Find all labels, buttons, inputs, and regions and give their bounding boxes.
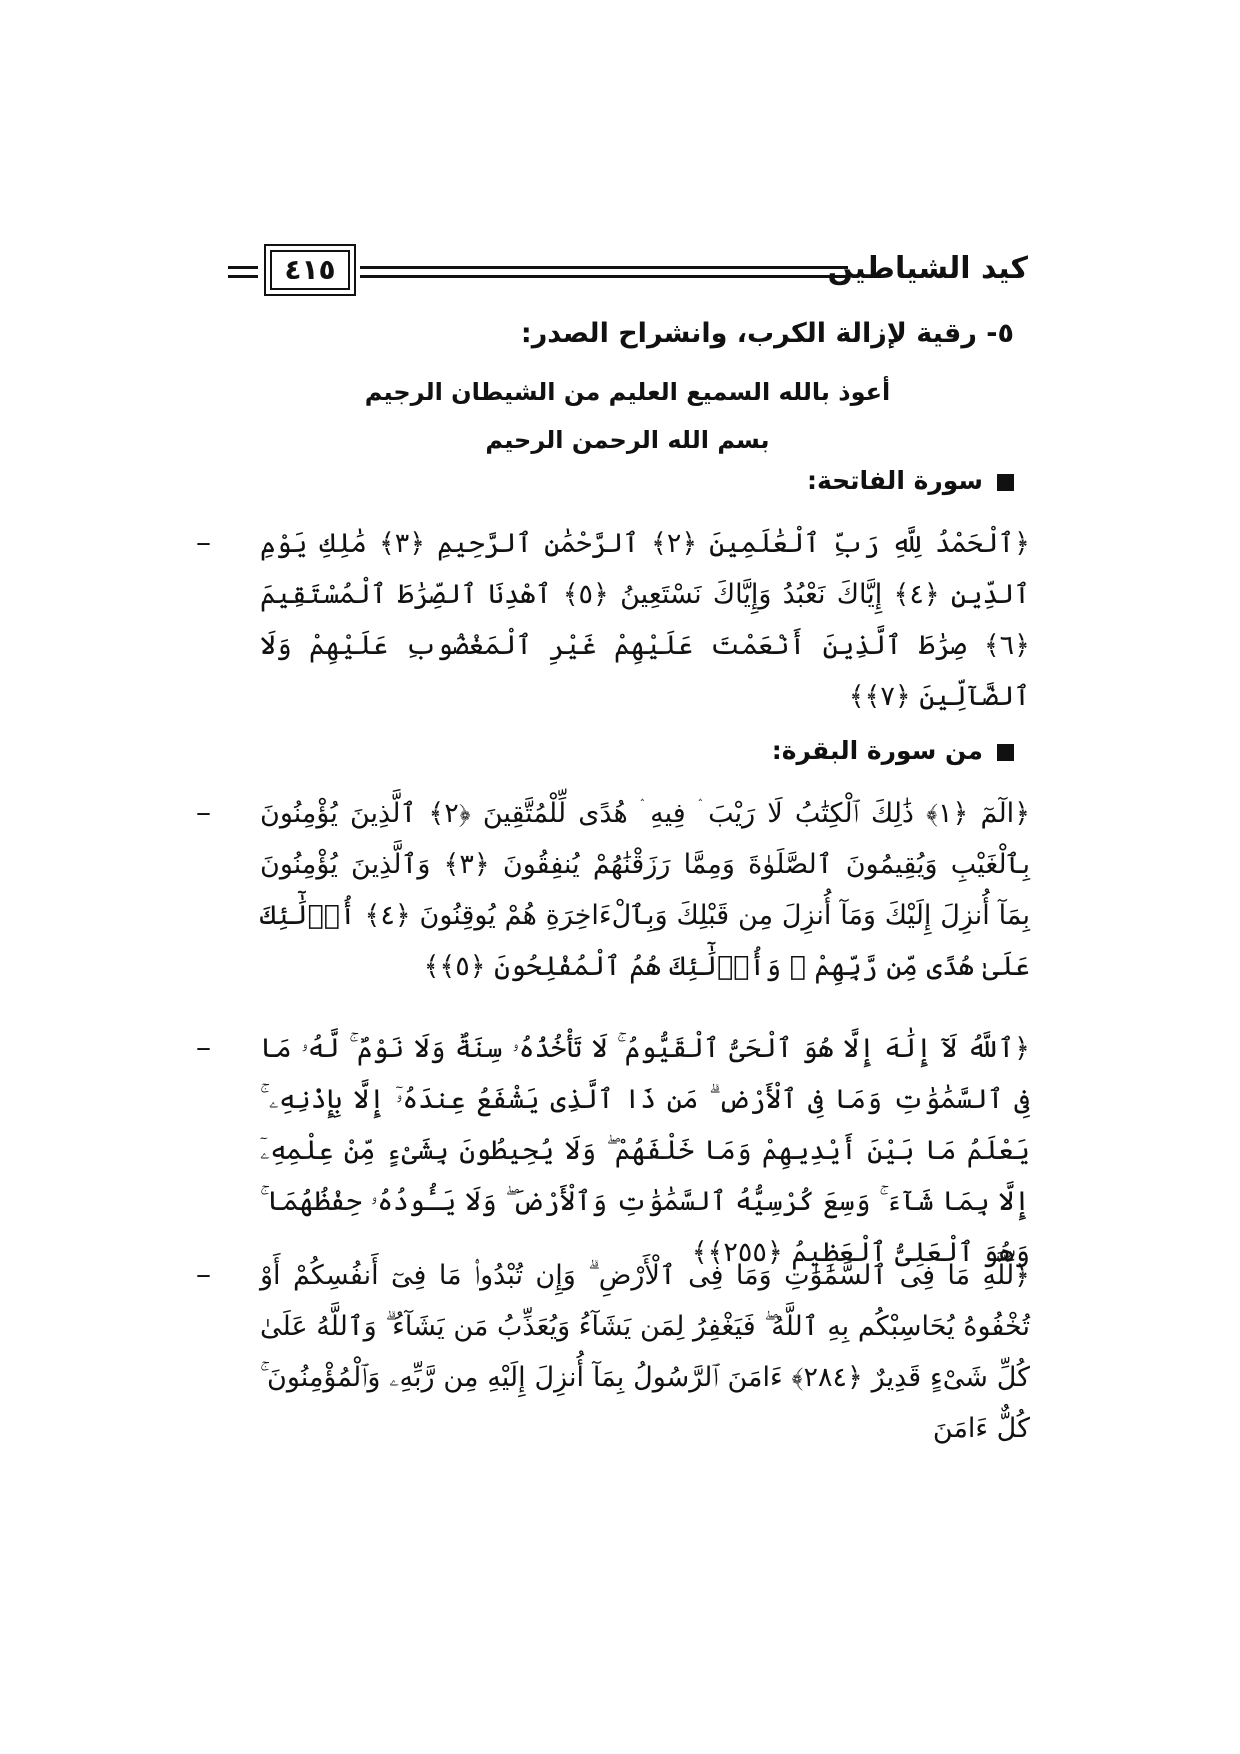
dash-marker: –	[196, 795, 211, 830]
running-header	[228, 240, 1028, 302]
page-number-frame	[264, 244, 356, 296]
dash-marker: –	[196, 1030, 211, 1065]
quran-text: ﴿لِّلَّهِ مَا فِى ٱلسَّمَٰوَٰتِ وَمَا فِى ٱلْأَرْضِ ۗ وَإِن تُبْدُوا۟ مَا فِىٓ أَنفُسِكُمْ أَوْ تُخْفُوهُ يُحَاسِبْكُم بِهِ ٱللَّهُ ۖ فَيَغْفِرُ لِمَن يَشَآءُ وَيُعَذِّبُ مَن يَشَآءُ ۗ وَٱللَّهُ عَلَىٰ كُلِّ شَىْءٍ قَدِيرٌ ﴿٢٨٤﴾ ءَامَنَ ٱلرَّسُولُ بِمَآ أُنزِلَ إِلَيْهِ مِن رَّبِّهِۦ وَٱلْمُؤْمِنُونَ ۚ كُلٌّ ءَامَنَ	[260, 1260, 1031, 1444]
dash-marker: –	[196, 1257, 211, 1292]
surah-heading-label: سورة الفاتحة:	[806, 466, 983, 495]
header-rule-right	[360, 266, 848, 278]
square-bullet-icon	[997, 744, 1014, 761]
header-rule-left	[228, 266, 258, 278]
surah-heading-fatiha	[807, 460, 1014, 502]
quran-text: ﴿ٱللَّهُ لَآ إِلَٰهَ إِلَّا هُوَ ٱلْحَىُّ ٱلْقَيُّومُ ۚ لَا تَأْخُذُهُۥ سِنَةٌ وَلَا نَوْمٌ ۚ لَّهُۥ مَا فِى ٱلسَّمَٰوَٰتِ وَمَا فِى ٱلْأَرْضِ ۗ مَن ذَا ٱلَّذِى يَشْفَعُ عِندَهُۥٓ إِلَّا بِإِذْنِهِۦ ۚ يَعْلَمُ مَا بَيْنَ أَيْدِيهِمْ وَمَا خَلْفَهُمْ ۖ وَلَا يُحِيطُونَ بِشَىْءٍ مِّنْ عِلْمِهِۦٓ إِلَّا بِمَا شَآءَ ۚ وَسِعَ كُرْسِيُّهُ ٱلسَّمَٰوَٰتِ وَٱلْأَرْضَ ۖ وَلَا يَـُٔودُهُۥ حِفْظُهُمَا ۚ وَهُوَ ٱلْعَلِىُّ ٱلْعَظِيمُ ﴿٢٥٥﴾﴾	[260, 1033, 1030, 1268]
dash-marker: –	[196, 525, 211, 560]
surah-heading-label: من سورة البقرة:	[771, 736, 983, 765]
book-title: كيد الشياطين	[827, 251, 1028, 286]
square-bullet-icon	[997, 474, 1014, 491]
page-number: ٤١٥	[284, 253, 336, 286]
section-heading: ٥- رقية لإزالة الكرب، وانشراح الصدر:	[520, 318, 1014, 349]
basmala-line: بسم الله الرحمن الرحيم	[485, 426, 770, 454]
quran-text: ﴿الٓمٓ ﴿١﴾ ذَٰلِكَ ٱلْكِتَٰبُ لَا رَيْبَ ۛ فِيهِ ۛ هُدًى لِّلْمُتَّقِينَ ﴿٢﴾ ٱلَّذِينَ يُؤْمِنُونَ بِٱلْغَيْبِ وَيُقِيمُونَ ٱلصَّلَوٰةَ وَمِمَّا رَزَقْنَٰهُمْ يُنفِقُونَ ﴿٣﴾ وَٱلَّذِينَ يُؤْمِنُونَ بِمَآ أُنزِلَ إِلَيْكَ وَمَآ أُنزِلَ مِن قَبْلِكَ وَبِٱلْءَاخِرَةِ هُمْ يُوقِنُونَ ﴿٤﴾ أُو۟لَٰٓئِكَ عَلَىٰ هُدًى مِّن رَّبِّهِمْ ۖ وَأُو۟لَٰٓئِكَ هُمُ ٱلْمُفْلِحُونَ ﴿٥﴾﴾	[260, 798, 1031, 982]
isti-adha-line: أعوذ بالله السميع العليم من الشيطان الرجيم	[364, 378, 891, 406]
quran-text: ﴿ٱلْحَمْدُ لِلَّهِ رَبِّ ٱلْعَٰلَمِينَ ﴿٢﴾ ٱلرَّحْمَٰنِ ٱلرَّحِيمِ ﴿٣﴾ مَٰلِكِ يَوْمِ ٱلدِّينِ ﴿٤﴾ إِيَّاكَ نَعْبُدُ وَإِيَّاكَ نَسْتَعِينُ ﴿٥﴾ ٱهْدِنَا ٱلصِّرَٰطَ ٱلْمُسْتَقِيمَ ﴿٦﴾ صِرَٰطَ ٱلَّذِينَ أَنْعَمْتَ عَلَيْهِمْ غَيْرِ ٱلْمَغْضُوبِ عَلَيْهِمْ وَلَا ٱلضَّآلِّينَ ﴿٧﴾﴾	[260, 528, 1031, 712]
surah-heading-baqarah	[772, 730, 1014, 772]
